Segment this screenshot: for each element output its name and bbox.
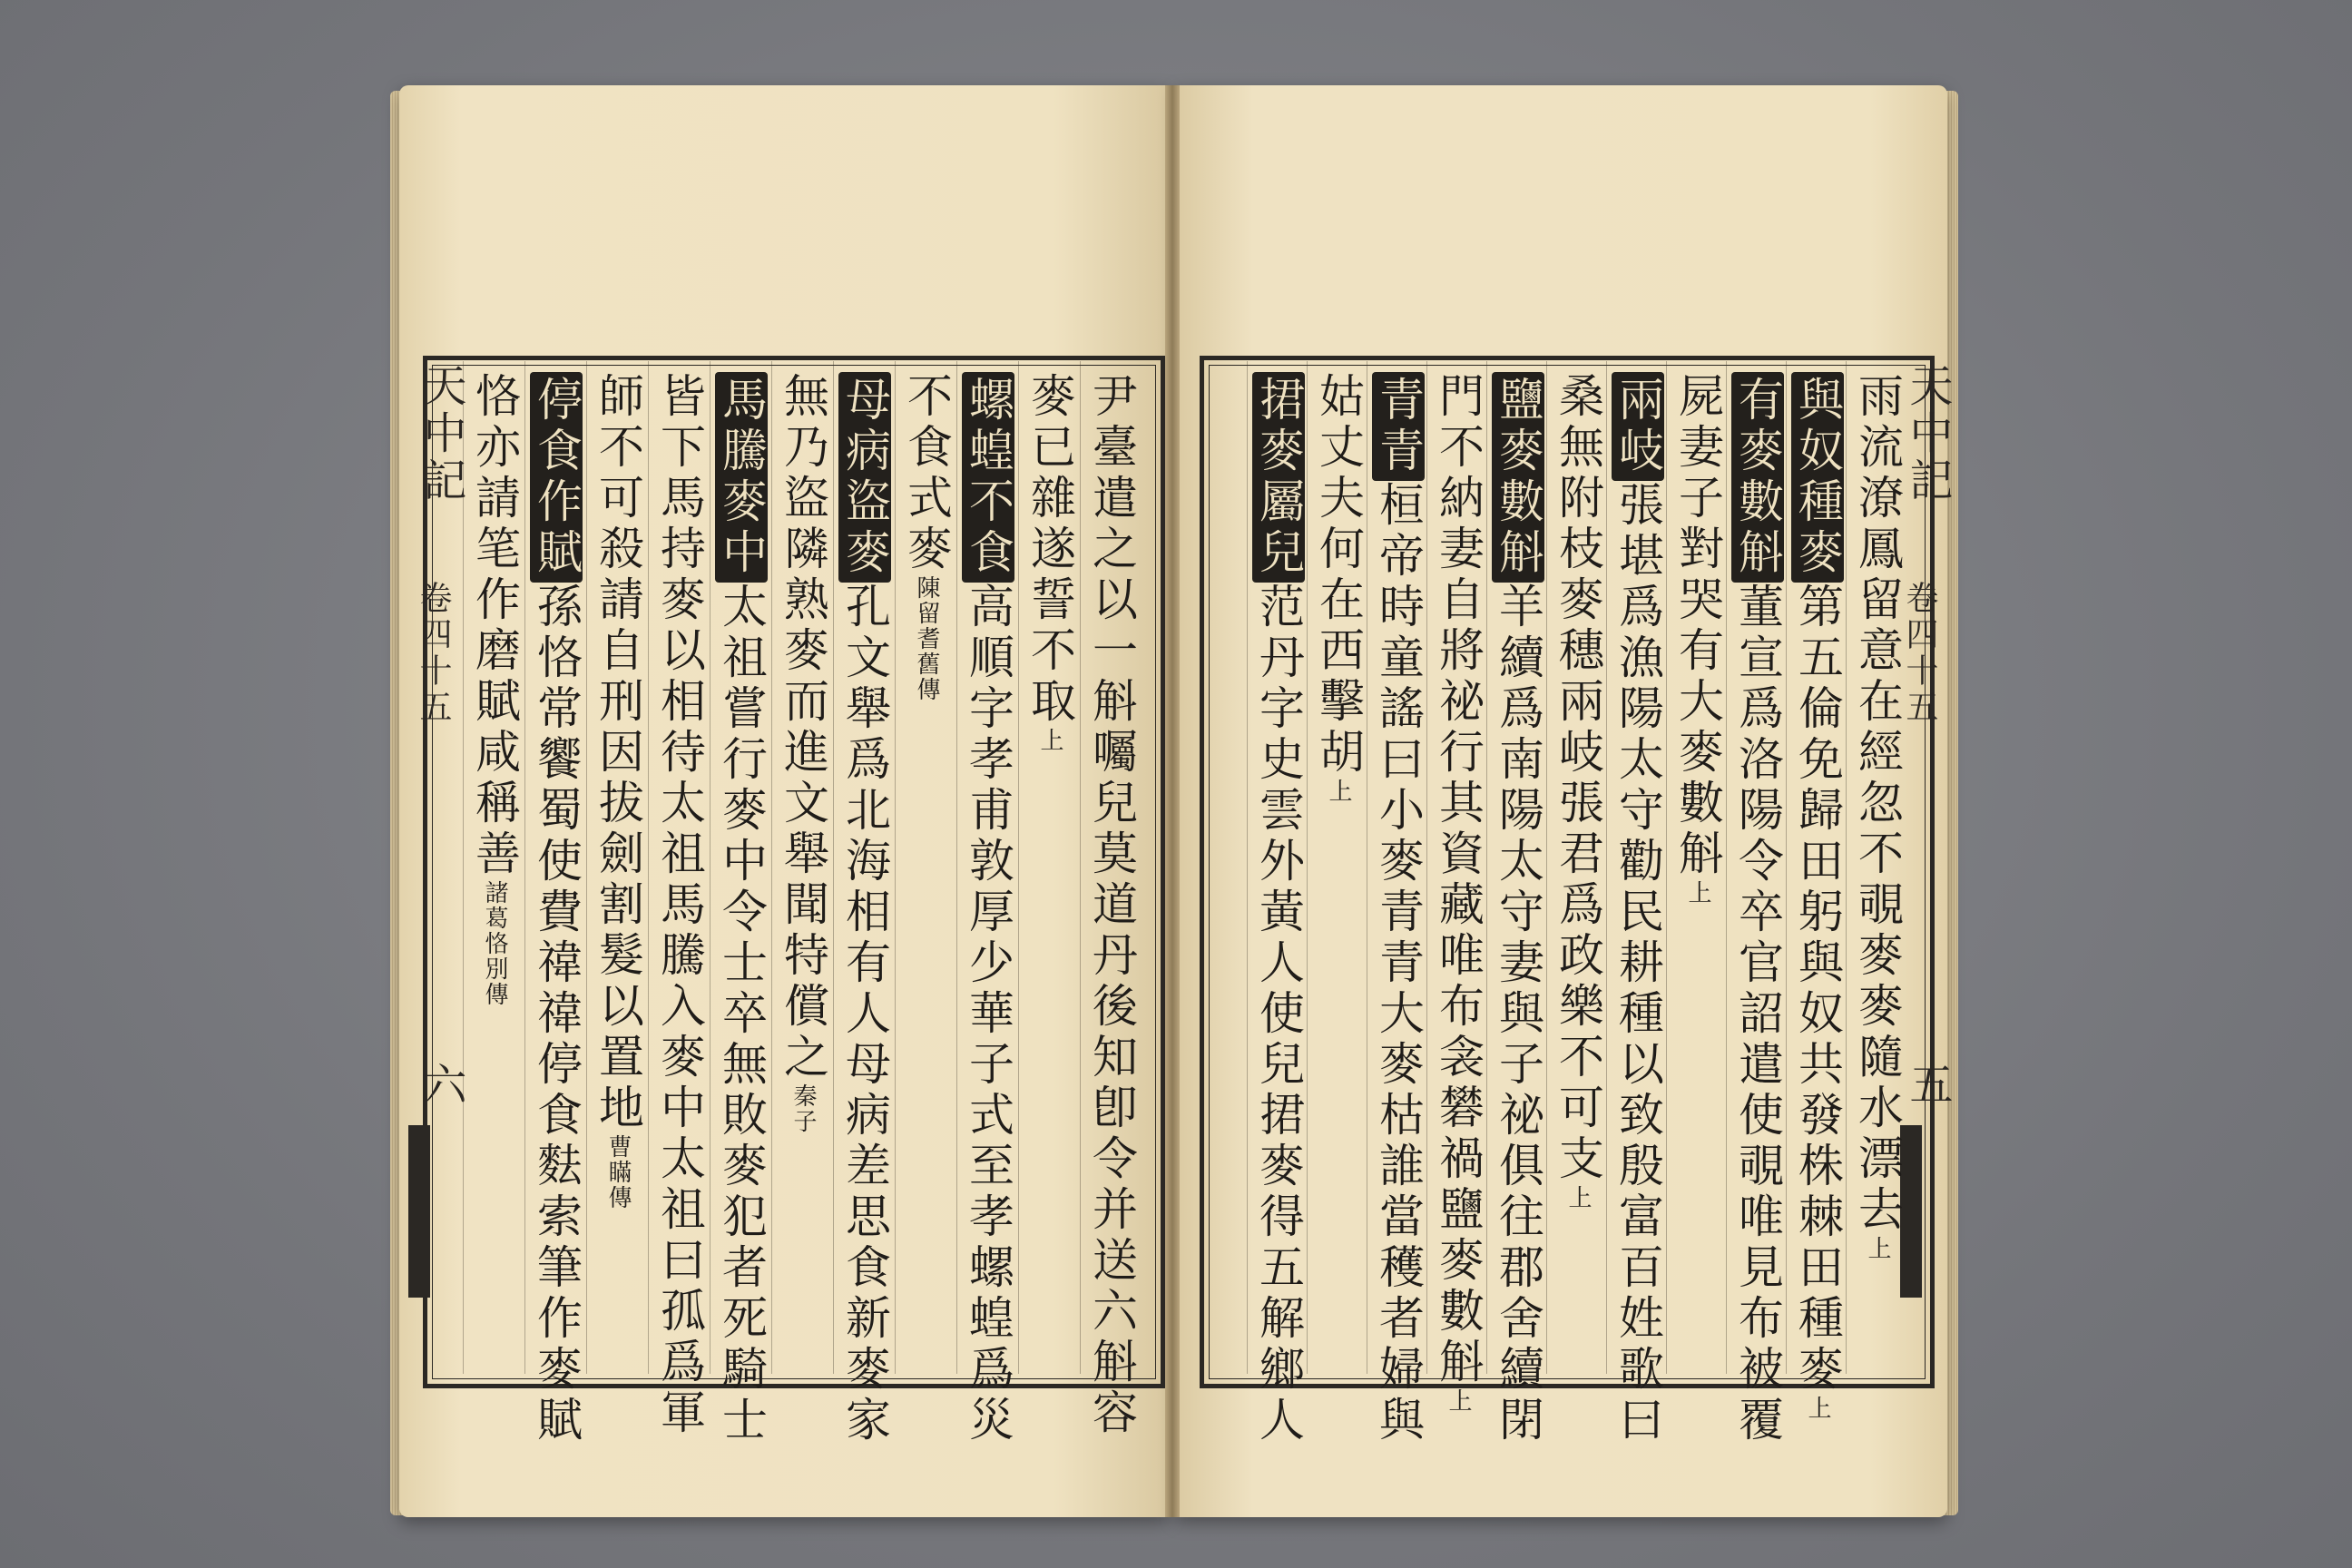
column-rule — [1307, 361, 1308, 1374]
right-page-column — [1492, 372, 1544, 1446]
column-rule — [586, 361, 587, 1374]
column-rule — [1080, 361, 1081, 1374]
source-note: 上 — [1684, 880, 1711, 906]
column-rule — [1486, 361, 1487, 1374]
column-rule — [524, 361, 525, 1374]
column-text: 尹臺遣之以一斛囑兒莫道丹後知卽令并送六斛容 — [1085, 372, 1138, 1439]
right-page-column — [1731, 372, 1784, 1446]
book-gutter — [1165, 85, 1180, 1517]
source-note: 上 — [1864, 1236, 1891, 1261]
column-rule — [1546, 361, 1547, 1374]
column-text: 第五倫免歸田躬與奴共發株棘田種麥 — [1791, 583, 1844, 1396]
entry-heading: 捃麥屬兒 — [1252, 372, 1305, 583]
right-page-column — [1372, 372, 1425, 1446]
right-page-column — [1552, 372, 1604, 1370]
entry-heading: 青青 — [1372, 372, 1425, 481]
right-page-column — [1612, 372, 1664, 1446]
column-text: 皆下馬持麥以相待太祖馬騰入麥中太祖曰孤爲軍 — [653, 372, 706, 1439]
left-margin-volume: 卷四十五 — [415, 581, 452, 726]
column-text: 師不可殺請自刑因拔劍割髮以置地 — [592, 372, 644, 1134]
right-margin-title: 天中記 — [1902, 363, 1953, 505]
column-rule — [1426, 361, 1427, 1374]
left-page-column — [592, 372, 644, 1370]
right-page-column — [1851, 372, 1904, 1370]
column-rule — [833, 361, 834, 1374]
source-note: 上 — [1804, 1396, 1831, 1421]
column-text: 孔文舉爲北海相有人母病差思食新麥家 — [838, 583, 891, 1446]
entry-heading: 鹽麥數斛 — [1492, 372, 1544, 583]
column-text: 門不納妻自將祕行其資藏唯布衾礬禍鹽麥數斛 — [1432, 372, 1485, 1388]
left-page-column — [962, 372, 1014, 1446]
column-text: 董宣爲洛陽令卒官詔遣使覗唯見布被覆 — [1731, 583, 1784, 1446]
column-text: 無乃盜隣熟麥而進文舉聞特償之 — [777, 372, 829, 1083]
column-rule — [771, 361, 772, 1374]
source-note: 上 — [1325, 779, 1352, 804]
left-page-column — [1085, 372, 1138, 1439]
source-note: 陳留耆舊傳 — [913, 575, 940, 702]
source-note: 上 — [1036, 728, 1063, 753]
left-page-column — [1024, 372, 1076, 1370]
column-rule — [1018, 361, 1019, 1374]
right-page-column — [1791, 372, 1844, 1421]
column-rule — [1726, 361, 1727, 1374]
column-rule — [1606, 361, 1607, 1374]
right-page-column — [1671, 372, 1724, 1370]
column-text: 不食式麥 — [900, 372, 953, 575]
left-page-column — [653, 372, 706, 1439]
source-note: 上 — [1564, 1185, 1592, 1210]
entry-heading: 馬騰麥中 — [715, 372, 768, 583]
source-note: 上 — [1445, 1388, 1472, 1414]
entry-heading: 停食作賦 — [530, 372, 583, 583]
entry-heading: 有麥數斛 — [1731, 372, 1784, 583]
entry-heading: 螺蝗不食 — [962, 372, 1014, 583]
column-text: 高順字孝甫敦厚少華子式至孝螺蝗爲災 — [962, 583, 1014, 1446]
column-text: 張堪爲漁陽太守勸民耕種以致殷富百姓歌曰 — [1612, 481, 1664, 1446]
left-page-column — [715, 372, 768, 1446]
left-page-column — [900, 372, 953, 1370]
right-page-column — [1432, 372, 1485, 1414]
column-rule — [463, 361, 464, 1374]
entry-heading: 母病盜麥 — [838, 372, 891, 583]
column-rule — [1846, 361, 1847, 1374]
column-text: 姑丈夫何在西擊胡 — [1312, 372, 1365, 779]
right-page-column — [1252, 372, 1305, 1446]
column-text: 桑無附枝麥穗兩岐張君爲政樂不可支 — [1552, 372, 1604, 1185]
column-text: 雨流潦鳳留意在經忽不覗麥麥隨水漂去 — [1851, 372, 1904, 1236]
column-text: 屍妻子對哭有大麥數斛 — [1671, 372, 1724, 880]
right-page-column — [1312, 372, 1365, 1370]
column-text: 麥已雜遂誓不取 — [1024, 372, 1076, 728]
left-margin-title: 天中記 — [416, 363, 466, 505]
right-margin-page: 五 — [1902, 1062, 1953, 1109]
left-margin-page: 六 — [416, 1062, 466, 1109]
column-rule — [1786, 361, 1787, 1374]
column-rule — [895, 361, 896, 1374]
source-note: 秦子 — [789, 1083, 817, 1134]
column-rule — [1247, 361, 1248, 1374]
entry-heading: 與奴種麥 — [1791, 372, 1844, 583]
column-rule — [1666, 361, 1667, 1374]
right-margin-volume: 卷四十五 — [1901, 581, 1938, 726]
source-note: 曹瞞傳 — [604, 1134, 632, 1210]
source-note: 諸葛恪別傳 — [481, 880, 508, 1007]
column-text: 范丹字史雲外黃人使兒捃麥得五解鄉人 — [1252, 583, 1305, 1446]
column-text: 恪亦請笔作磨賦咸稱善 — [468, 372, 521, 880]
column-rule — [648, 361, 649, 1374]
left-page-column — [468, 372, 521, 1370]
left-page-column — [838, 372, 891, 1446]
column-text: 桓帝時童謠曰小麥青青大麥枯誰當穫者婦與 — [1372, 481, 1425, 1446]
column-text: 太祖嘗行麥中令士卒無敗麥犯者死騎士 — [715, 583, 768, 1446]
left-page-column — [777, 372, 829, 1370]
column-text: 羊續爲南陽太守妻與子祕俱往郡舍續閉 — [1492, 583, 1544, 1446]
left-page-column — [530, 372, 583, 1446]
column-text: 孫恪常饗蜀使費禕禕停食麮索筆作麥賦 — [530, 583, 583, 1446]
entry-heading: 兩岐 — [1612, 372, 1664, 481]
column-rule — [956, 361, 957, 1374]
left-fishtail-mark — [408, 1125, 430, 1298]
